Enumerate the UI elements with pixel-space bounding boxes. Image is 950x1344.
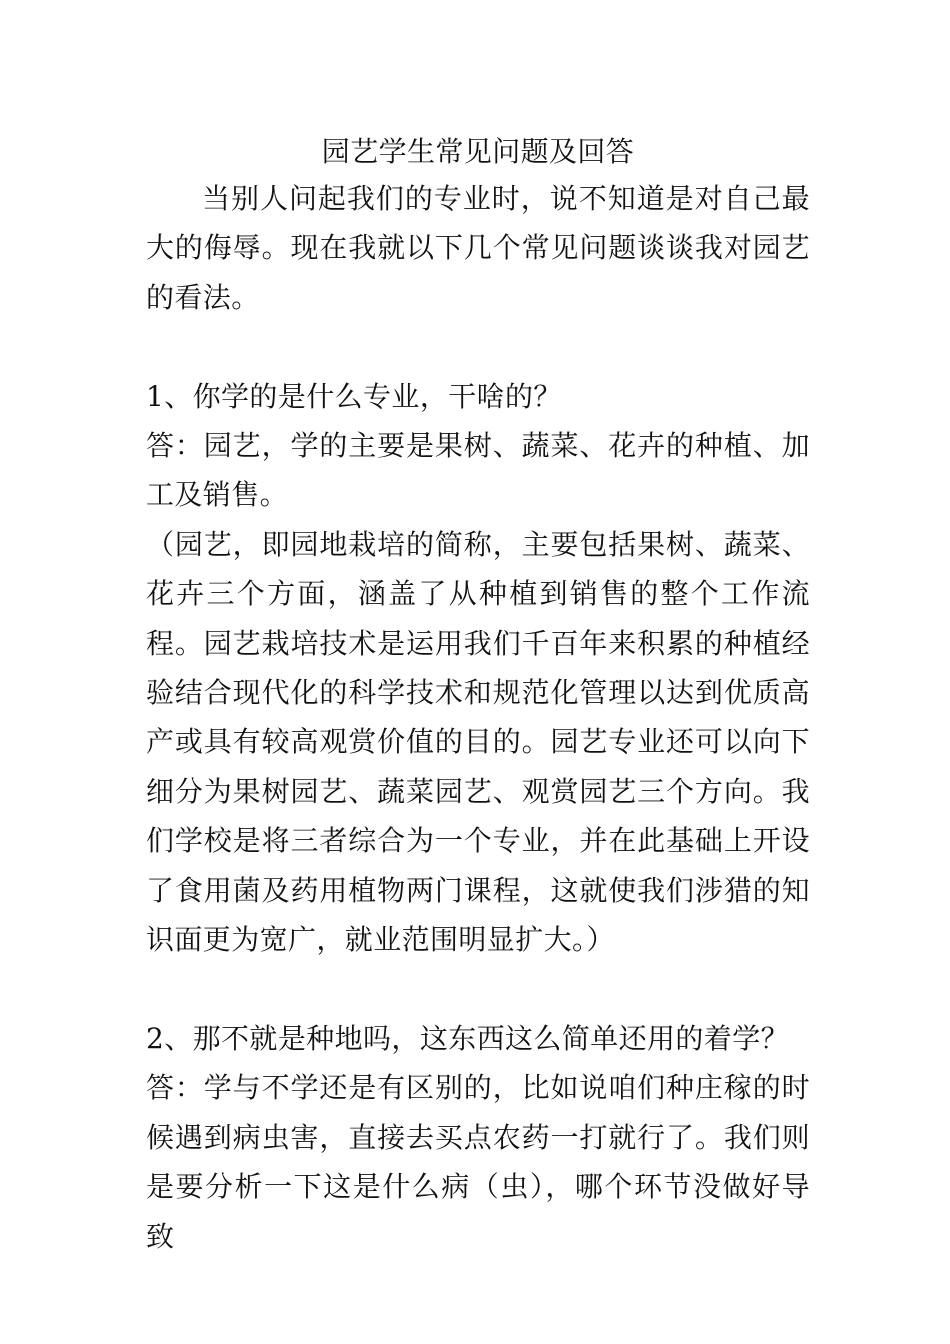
- answer-1: 答：园艺，学的主要是果树、蔬菜、花卉的种植、加工及销售。: [146, 429, 810, 512]
- document-body: [146, 132, 810, 1261]
- question-1: 1、你学的是什么专业，干啥的？: [146, 379, 562, 413]
- paragraph-spacer: [146, 322, 810, 371]
- intro-paragraph: 当别人问起我们的专业时，说不知道是对自己最大的侮辱。现在我就以下几个常见问题谈谈我对园艺的看法。: [146, 182, 810, 314]
- paragraph-spacer: [146, 964, 810, 1013]
- question-2: 2、那不就是种地吗，这东西这么简单还用的着学？: [146, 1021, 790, 1055]
- answer-2: 答：学与不学还是有区别的，比如说咱们种庄稼的时候遇到病虫害，直接去买点农药一打就行了。我们则是要分析一下这是什么病（虫），哪个环节没做好导致: [146, 1071, 810, 1253]
- answer-1-explanation: （园艺，即园地栽培的简称，主要包括果树、蔬菜、花卉三个方面，涵盖了从种植到销售的整个工作流程。园艺栽培技术是运用我们千百年来积累的种植经验结合现代化的科学技术和规范化管理以达到优质高产或具有较高观赏价值的目的。园艺专业还可以向下细分为果树园艺、蔬菜园艺、观赏园艺三个方向。我们学校是将三者综合为一个专业，并在此基础上开设了食用菌及药用植物两门课程，这就使我们涉猎的知识面更为宽广，就业范围明显扩大。）: [146, 527, 810, 957]
- document-title: 园艺学生常见问题及回答: [321, 135, 635, 168]
